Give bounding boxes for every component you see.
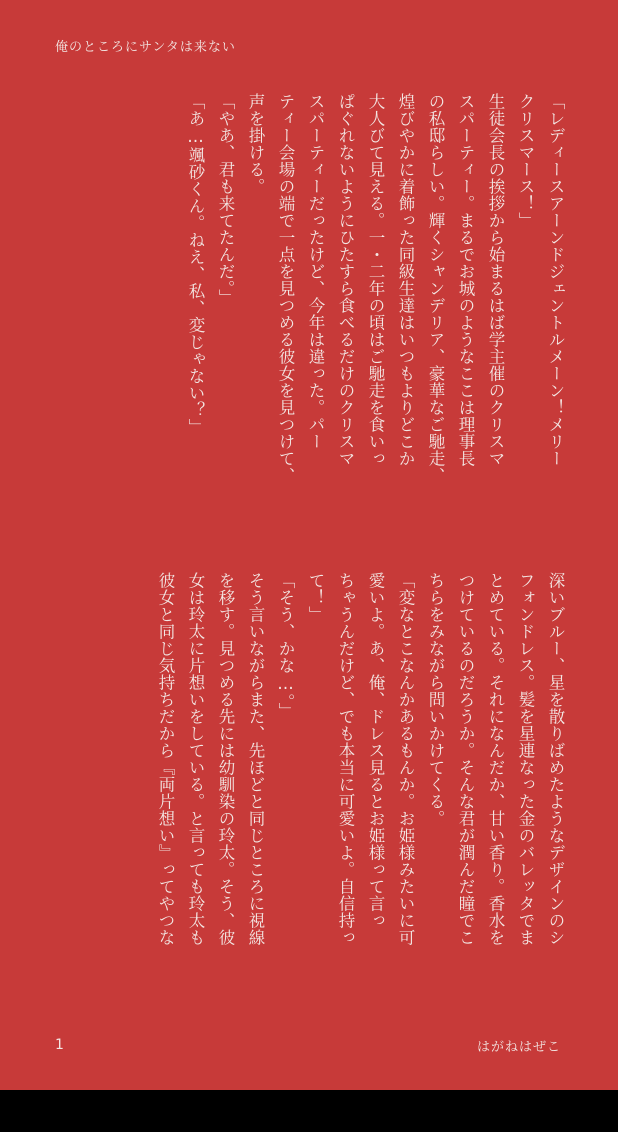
text-line: 生徒会長の挨拶から始まるはば学主催のクリスマ: [486, 93, 505, 467]
text-line: ぱぐれないようにひたすら食べるだけのクリスマ: [336, 93, 355, 467]
text-line: 彼女と同じ気持ちだから『両片想い』ってやつな: [156, 572, 175, 946]
text-line: 「あ…颯砂くん。ねえ、私、変じゃない？」: [186, 93, 205, 436]
text-line: 煌びやかに着飾った同級生達はいつもよりどこか: [396, 93, 415, 467]
text-line: 女は玲太に片想いをしている。と言っても玲太も: [186, 572, 205, 946]
text-line: 「変なとこなんかあるもんか。お姫様みたいに可: [396, 572, 415, 946]
text-line: 「レディースアーンドジェントルメーン！メリー: [546, 93, 565, 467]
text-line: 声を掛ける。: [246, 93, 265, 195]
text-line: そう言いながらまた、先ほどと同じところに視線: [246, 572, 265, 946]
text-line: て！」: [306, 572, 325, 623]
text-line: スパーティーだったけど、今年は違った。パー: [306, 93, 325, 450]
text-line: ティー会場の端で一点を見つめる彼女を見つけて、: [276, 93, 295, 484]
text-line: ちゃうんだけど、でも本当に可愛いよ。自信持っ: [336, 572, 355, 946]
bottom-black-bar: [0, 1090, 618, 1132]
text-line: 大人びて見える。一・二年の頃はご馳走を食いっ: [366, 93, 385, 467]
book-title: 俺のところにサンタは来ない: [55, 40, 236, 55]
text-block-top: [180, 93, 570, 533]
text-line: とめている。それになんだか、甘い香り。香水を: [486, 572, 505, 946]
text-line: フォンドレス。髪を星連なった金のバレッタでま: [516, 572, 535, 946]
text-line: つけているのだろうか。そんな君が潤んだ瞳でこ: [456, 572, 475, 946]
text-line: 「やあ、君も来てたんだ。」: [216, 93, 235, 306]
text-block-bottom: [150, 572, 570, 1012]
text-line: クリスマース！」: [516, 93, 535, 229]
text-line: 愛いよ。あ、俺、ドレス見るとお姫様って言っ: [366, 572, 385, 929]
text-line: スパーティー。まるでお城のようなここは理事長: [456, 93, 475, 467]
text-line: 深いブルー、星を散りばめたようなデザインのシ: [546, 572, 565, 946]
text-line: 「そう、かな…。」: [276, 572, 295, 720]
text-line: ちらをみながら問いかけてくる。: [426, 572, 445, 827]
text-line: の私邸らしい。輝くシャンデリア、豪華なご馳走、: [426, 93, 445, 484]
page-number: 1: [55, 1037, 64, 1053]
text-line: を移す。見つめる先には幼馴染の玲太。そう、彼: [216, 572, 235, 946]
author-name: はがねはぜこ: [476, 1040, 561, 1055]
